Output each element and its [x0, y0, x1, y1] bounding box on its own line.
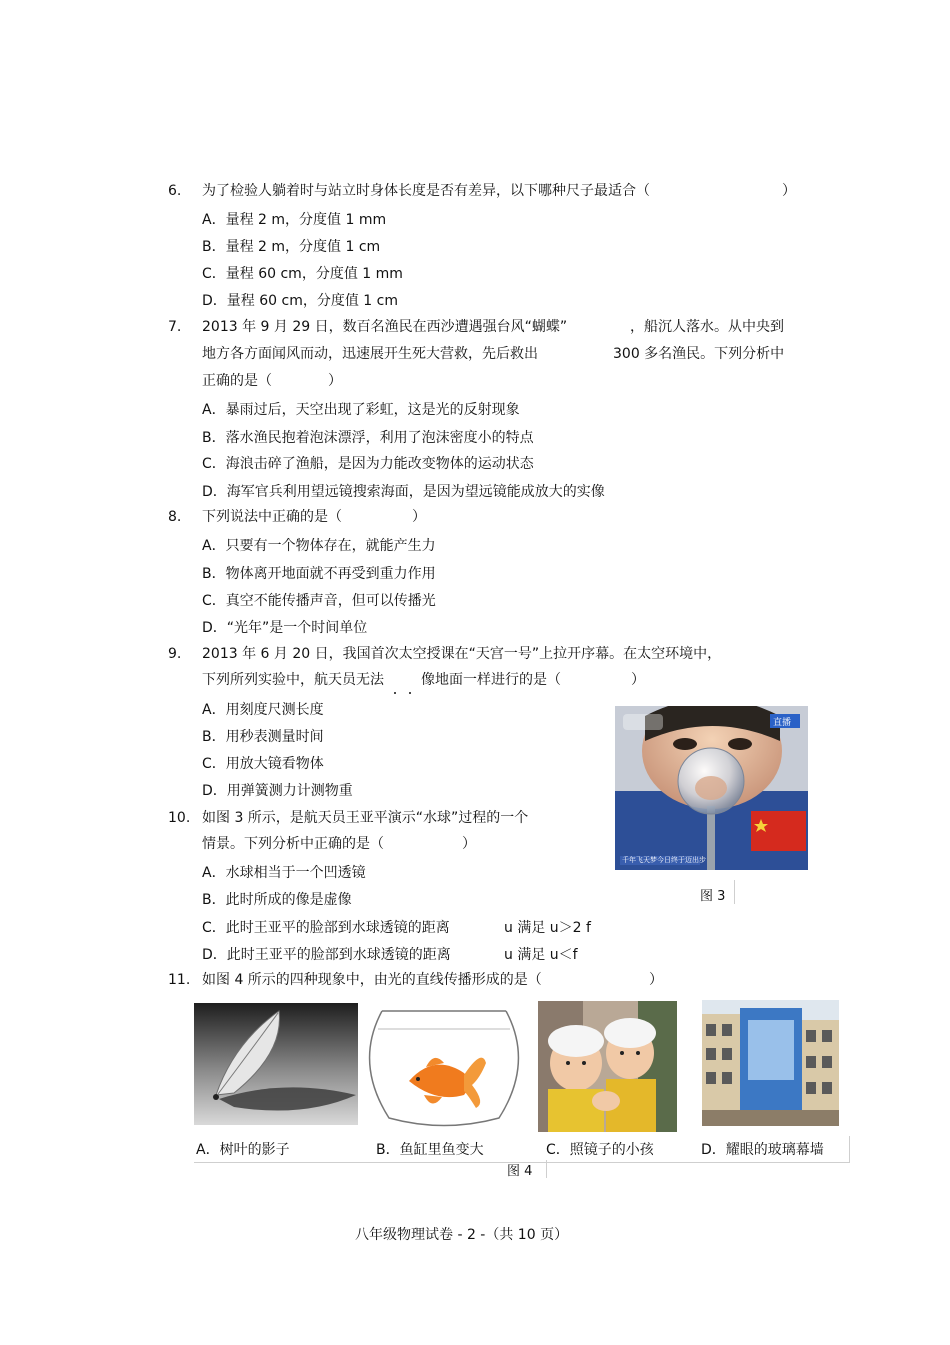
question-9-option-b: B．用秒表测量时间	[202, 729, 324, 745]
question-9-option-a: A．用刻度尺测长度	[202, 702, 324, 718]
glass-curtain-wall-image	[702, 1000, 839, 1126]
question-6-option-b: B．量程 2 m，分度值 1 cm	[202, 239, 381, 255]
question-7-text-line1b: ，船沉人落水。从中央到	[630, 319, 784, 335]
question-8-option-c: C．真空不能传播声音，但可以传播光	[202, 593, 436, 609]
question-6-option-a: A．量程 2 m，分度值 1 mm	[202, 212, 387, 228]
question-9-bracket-close: ）	[631, 672, 645, 688]
question-6-bracket-close: ）	[782, 183, 796, 199]
figure-4-caption: 图 4	[507, 1164, 533, 1179]
question-7-option-d: D．海军官兵利用望远镜搜索海面，是因为望远镜能成放大的实像	[202, 484, 605, 500]
question-9-text-line2b: 像地面一样进行的是（	[421, 672, 561, 688]
question-7-option-b: B．落水渔民抱着泡沫漂浮，利用了泡沫密度小的特点	[202, 430, 534, 446]
question-10-option-a: A．水球相当于一个凹透镜	[202, 865, 366, 881]
question-6-number: 6.	[168, 183, 182, 199]
table-border	[546, 1160, 547, 1178]
figure-4-label-d: D．耀眼的玻璃幕墙	[701, 1142, 824, 1158]
question-9-text-line1: 2013 年 6 月 20 日，我国首次太空授课在“天宫一号”上拉开序幕。在太空环境中，	[202, 646, 722, 662]
question-11-text: 如图 4 所示的四种现象中，由光的直线传播形成的是（	[202, 972, 542, 988]
question-7-option-a: A．暴雨过后，天空出现了彩虹，这是光的反射现象	[202, 402, 520, 418]
question-7-text-line1a: 2013 年 9 月 29 日，数百名渔民在西沙遭遇强台风“蝴蝶”	[202, 319, 568, 335]
question-10-option-c-condition: u 满足 u＞2 f	[504, 920, 591, 936]
question-10-text-line1: 如图 3 所示，是航天员王亚平演示“水球”过程的一个	[202, 810, 529, 826]
question-10-option-d-condition: u 满足 u＜f	[504, 947, 578, 963]
figure-3-photo	[615, 706, 808, 870]
figure-4-label-b: B．鱼缸里鱼变大	[376, 1142, 484, 1158]
astronaut-water-ball-image	[615, 706, 808, 870]
question-10-option-c: C．此时王亚平的脸部到水球透镜的距离	[202, 920, 450, 936]
live-badge: 直播	[773, 718, 792, 728]
figure-3-caption: 图 3	[700, 889, 726, 904]
question-8-text: 下列说法中正确的是（	[202, 509, 342, 525]
question-7-text-line3: 正确的是（	[202, 373, 272, 389]
question-11-bracket-close: ）	[649, 972, 663, 988]
table-border	[734, 880, 735, 904]
emphasis-dot	[409, 692, 411, 694]
figure-4-label-c: C．照镜子的小孩	[546, 1142, 654, 1158]
question-6-text: 为了检验人躺着时与站立时身体长度是否有差异，以下哪种尺子最适合（	[202, 183, 650, 199]
question-6-option-c: C．量程 60 cm，分度值 1 mm	[202, 266, 403, 282]
mirror-child-image	[538, 1001, 677, 1132]
question-7-bracket-close: ）	[328, 373, 342, 389]
question-8-option-b: B．物体离开地面就不再受到重力作用	[202, 566, 436, 582]
question-10-text-line2: 情景。下列分析中正确的是（	[202, 836, 384, 852]
question-10-option-d: D．此时王亚平的脸部到水球透镜的距离	[202, 947, 451, 963]
table-border	[849, 1136, 850, 1163]
question-9-option-c: C．用放大镜看物体	[202, 756, 324, 772]
question-9-option-d: D．用弹簧测力计测物重	[202, 783, 353, 799]
question-10-number: 10.	[168, 810, 191, 826]
question-6-option-d: D．量程 60 cm，分度值 1 cm	[202, 293, 398, 309]
page-footer: 八年级物理试卷 - 2 -（共 10 页）	[355, 1227, 569, 1243]
question-7-text-line2b: 300 多名渔民。下列分析中	[613, 346, 785, 362]
question-10-option-b: B．此时所成的像是虚像	[202, 892, 352, 908]
tv-caption: 千年飞天梦今日终于迈出步	[622, 856, 706, 864]
figure-4-label-a: A．树叶的影子	[196, 1142, 290, 1158]
question-9-number: 9.	[168, 646, 182, 662]
question-8-option-a: A．只要有一个物体存在，就能产生力	[202, 538, 436, 554]
question-8-number: 8.	[168, 509, 182, 525]
question-9-text-line2a: 下列所列实验中，航天员无法	[202, 672, 384, 688]
leaf-shadow-image	[194, 1003, 358, 1125]
question-8-bracket-close: ）	[412, 509, 426, 525]
question-7-text-line2a: 地方各方面闻风而动，迅速展开生死大营救，先后救出	[202, 346, 538, 362]
emphasis-dot	[394, 692, 396, 694]
question-7-option-c: C．海浪击碎了渔船，是因为力能改变物体的运动状态	[202, 456, 534, 472]
question-8-option-d: D．“光年”是一个时间单位	[202, 620, 368, 636]
question-10-bracket-close: ）	[462, 836, 476, 852]
fish-bowl-image	[364, 1003, 524, 1129]
question-7-number: 7.	[168, 319, 182, 335]
question-11-number: 11.	[168, 972, 191, 988]
